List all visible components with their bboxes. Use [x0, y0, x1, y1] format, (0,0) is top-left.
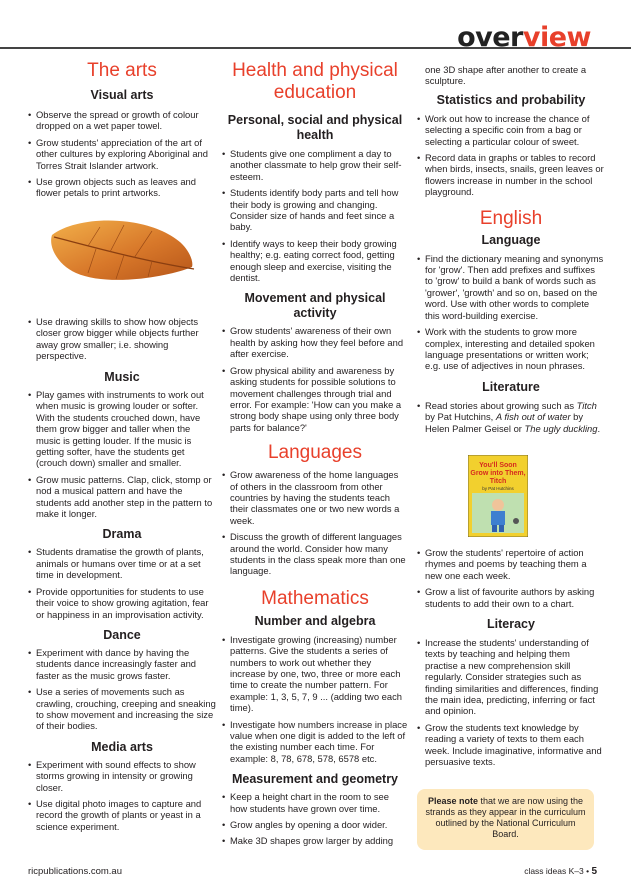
- list-music: [28, 389, 216, 519]
- list-item: • Use grown objects such as leaves and flower petals to print artworks.: [28, 176, 216, 199]
- list-item: • Grow awareness of the home languages of others in the classroom from other countries by having the students teach their classmates one or two new words a week.: [222, 469, 408, 526]
- svg-text:Grow into Them,: Grow into Them,: [470, 470, 526, 477]
- list-item: • Grow students' awareness of their own health by asking how they feel before and after exercise.: [222, 325, 408, 359]
- subheading-movement: Movement and physical activity: [244, 291, 386, 321]
- list-personal-health: [222, 148, 408, 283]
- subheading-drama: Drama: [102, 527, 142, 542]
- list-media-arts: [28, 759, 216, 832]
- subheading-music: Music: [104, 370, 140, 384]
- list-item: • Use digital photo images to capture and record the growth of plants or yeast in a science experiment.: [28, 798, 216, 832]
- subheading-visual-arts: Visual arts: [90, 88, 154, 102]
- list-item: • Increase the students' understanding of texts by teaching and helping them practise a new comprehension skill regularly. Consider strategies such as finding similarities and differences, finding the main idea, predicting, inferring or fact and opinion.: [417, 637, 605, 717]
- list-statistics: [417, 113, 605, 198]
- leaf-image: [48, 217, 196, 285]
- list-movement: [222, 325, 408, 433]
- subheading-statistics: Statistics and probability: [436, 92, 586, 107]
- list-item: • Grow music patterns. Clap, click, stomp or nod a musical pattern and have the students add another step in the pattern to make it longer.: [28, 474, 216, 520]
- list-item: • Play games with instruments to work out when music is growing louder or softer. With the students crouched down, have them grow bigger and taller when the music is getting louder. If the music is getting softer, have the students get (crouch down) smaller and smaller.: [28, 389, 216, 469]
- list-visual-arts-2: [28, 316, 216, 362]
- subheading-measurement: Measurement and geometry: [231, 772, 399, 787]
- list-item: • Read stories about growing such as Titch by Pat Hutchins, A fish out of water by Helen Palmer Geisel or The ugly duckling.: [417, 400, 605, 434]
- section-title-hpe: Health and physical education: [232, 60, 398, 103]
- list-visual-arts: [28, 109, 216, 199]
- list-item: • Make 3D shapes grow larger by adding: [222, 835, 408, 846]
- list-dance: [28, 647, 216, 732]
- list-item: • Grow the students text knowledge by reading a variety of texts to them each week. Include imaginative, informative and persuasive texts.: [417, 722, 605, 768]
- list-literature-2: [417, 547, 605, 609]
- list-item-continued: one 3D shape after another to create a sculpture.: [425, 64, 587, 87]
- list-item: • Investigate growing (increasing) number patterns. Give the students a series of numbers to work out whether they increase by one, two, three or more each time to create the number pattern. For example: 1, 3, 5, 7, 9 ... (adding two each time).: [222, 634, 408, 714]
- list-item: • Discuss the growth of different languages around the world. Consider how many students in the class speak more than one language.: [222, 531, 408, 577]
- list-item: • Work with the students to grow more complex, interesting and detailed spoken language presentations or written work; e.g. use of adjectives in noun phrases.: [417, 326, 605, 372]
- list-number-algebra: [222, 634, 408, 764]
- list-item: • Work out how to increase the chance of selecting a specific coin from a bag or selecting a particular colour of sweet.: [417, 113, 605, 147]
- page-title: overview: [457, 22, 591, 53]
- list-drama: [28, 546, 216, 619]
- list-item: • Find the dictionary meaning and synonyms for 'grow'. Then add prefixes and suffixes to 'grow' to build a bank of words such as 'grower', 'growth' and so on, based on the word. Use with other words to complete this word-building exercise.: [417, 253, 605, 321]
- list-item: • Grow angles by opening a door wider.: [222, 819, 408, 830]
- list-item: • Provide opportunities for students to use their voice to show growing agitation, fear or happiness in an improvisation activity.: [28, 586, 216, 620]
- list-item: • Experiment with dance by having the students dance increasingly faster and faster as the music grows faster.: [28, 647, 216, 681]
- list-item: • Identify ways to keep their body growing healthy; e.g. eating correct food, getting enough sleep and exercise, visiting the dentist.: [222, 238, 408, 284]
- list-item: • Observe the spread or growth of colour dropped on a wet paper towel.: [28, 109, 216, 132]
- footer-page-info: class ideas K–3 • 5: [524, 866, 597, 877]
- column-hpe: [222, 60, 408, 847]
- list-item: • Students dramatise the growth of plants, animals or humans over time or at a set time in development.: [28, 546, 216, 580]
- svg-text:Titch: Titch: [489, 478, 507, 485]
- list-item: • Investigate how numbers increase in place value when one digit is added to the left of the existing number each time. For example: 8, 78, 678, 578, 6578 etc.: [222, 719, 408, 765]
- list-measurement: [222, 791, 408, 847]
- section-title-english: English: [479, 207, 543, 229]
- subheading-media-arts: Media arts: [91, 739, 153, 754]
- list-language: [417, 253, 605, 372]
- list-item: • Grow the students' repertoire of action rhymes and poems by teaching them a new one each week.: [417, 547, 605, 581]
- section-title-arts: The arts: [87, 60, 157, 81]
- column-arts: [28, 60, 216, 832]
- list-item: • Record data in graphs or tables to record when birds, insects, snails, green leaves or flowers increase in number in the school playground.: [417, 152, 605, 198]
- list-item: • Grow students' appreciation of the art of other cultures by exploring Aboriginal and Torres Strait Islander artwork.: [28, 137, 216, 171]
- list-item: • Use drawing skills to show how objects closer grow bigger while objects further away grow smaller; i.e. showing perspective.: [28, 316, 216, 362]
- list-item: • Students identify body parts and tell how their body is growing and changing. Consider size of hands and feet since a baby.: [222, 187, 408, 233]
- list-item: • Students give one compliment a day to another classmate to help grow their self-esteem.: [222, 148, 408, 182]
- svg-text:by Pat Hutchins: by Pat Hutchins: [482, 486, 514, 491]
- book-cover-image: [468, 455, 528, 537]
- note-box: Please note that we are now using the strands as they appear in the curriculum outlined by the National Curriculum Board.: [417, 789, 594, 850]
- footer-website: ricpublications.com.au: [28, 866, 122, 877]
- list-item: • Grow physical ability and awareness by asking students for possible solutions to movement challenges through trial and error. For example: 'How can you make a strong body shape using only three body parts for balance?': [222, 365, 408, 433]
- subheading-number-algebra: Number and algebra: [254, 613, 376, 628]
- subheading-language: Language: [481, 232, 541, 247]
- svg-text:You'll Soon: You'll Soon: [479, 462, 517, 469]
- list-literature: [417, 400, 605, 434]
- subheading-literature: Literature: [482, 379, 540, 394]
- subheading-personal-health: Personal, social and physical health: [227, 113, 403, 142]
- list-item: • Keep a height chart in the room to see how students have grown over time.: [222, 791, 408, 814]
- list-literacy: [417, 637, 605, 767]
- subheading-dance: Dance: [103, 627, 141, 642]
- subheading-literacy: Literacy: [487, 617, 535, 632]
- list-item: • Grow a list of favourite authors by asking students to add their own to a chart.: [417, 586, 605, 609]
- list-item: • Experiment with sound effects to show storms growing in intensity or growing closer.: [28, 759, 216, 793]
- section-title-languages: Languages: [267, 442, 363, 464]
- list-item: • Use a series of movements such as crawling, crouching, creeping and sneaking to show movement and increasing the size of their bodies.: [28, 686, 216, 732]
- list-languages: [222, 469, 408, 577]
- section-title-mathematics: Mathematics: [261, 587, 369, 609]
